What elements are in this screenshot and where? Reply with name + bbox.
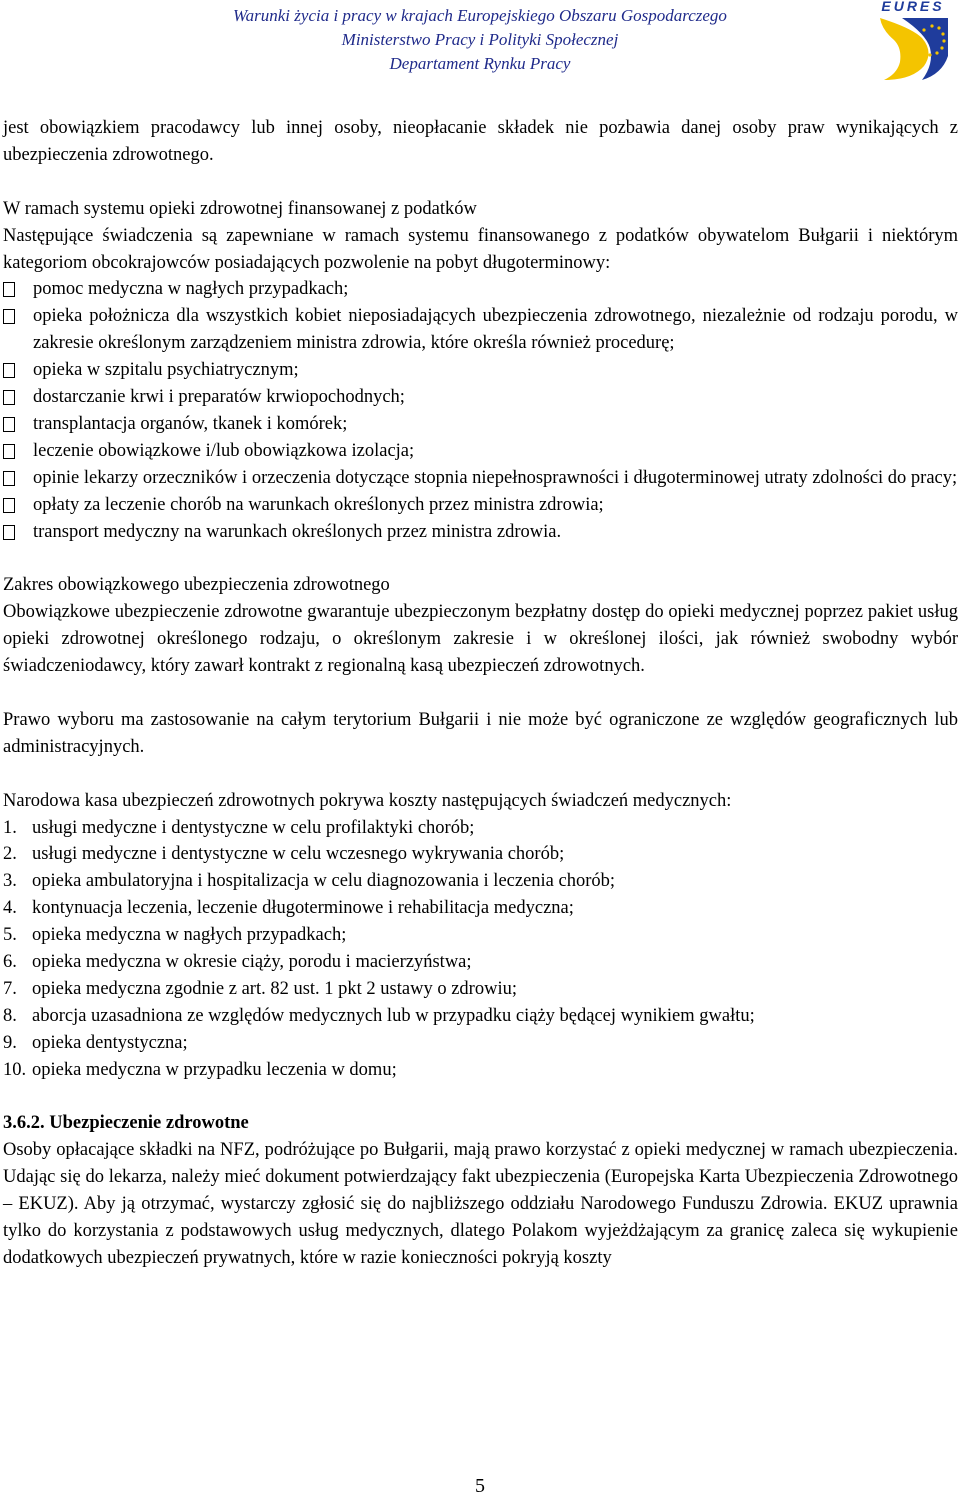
list-item: 8. aborcja uzasadniona ze względów medycznych lub w przypadku ciąży będącej wynikiem gwałtu; [3,1005,755,1026]
header-department: Departament Rynku Pracy [389,54,571,73]
list-item: 3. opieka ambulatoryjna i hospitalizacja w celu diagnozowania i leczenia chorób; [3,871,616,892]
bullet-box-icon [3,309,15,324]
bullet-box-icon [3,444,15,459]
list-item: 6. opieka medyczna w okresie ciąży, porodu i macierzyństwa; [3,952,472,973]
list-item: 9. opieka dentystyczna; [3,1032,188,1053]
section-mandatory-heading: Zakres obowiązkowego ubezpieczenia zdrowotnego [3,575,390,596]
page-header [0,0,960,80]
list-item: opłaty za leczenie chorób na warunkach określonych przez ministra zdrowia; [3,492,958,519]
bullet-box-icon [3,417,15,432]
header-text [160,4,800,76]
eures-logo [872,0,952,82]
header-ministry: Ministerstwo Pracy i Polityki Społecznej [341,30,619,49]
bullet-box-icon [3,471,15,486]
list-item: opinie lekarzy orzeczników i orzeczenia dotyczące stopnia niepełnosprawności i długoterminowej utraty zdolności do pracy; [3,465,958,492]
list-item: 1. usługi medyczne i dentystyczne w celu profilaktyki chorób; [3,817,475,838]
list-item: pomoc medyczna w nagłych przypadkach; [3,276,958,303]
section-tax-heading: W ramach systemu opieki zdrowotnej finansowanej z podatków [3,198,477,219]
list-item: 7. opieka medyczna zgodnie z art. 82 ust. 1 pkt 2 ustawy o zdrowiu; [3,978,517,999]
list-item: 4. kontynuacja leczenia, leczenie długoterminowe i rehabilitacja medyczna; [3,898,574,919]
section-fund-intro: Narodowa kasa ubezpieczeń zdrowotnych pokrywa koszty następujących świadczeń medycznych: [3,790,732,811]
list-item: 5. opieka medyczna w nagłych przypadkach; [3,925,347,946]
choice-paragraph: Prawo wyboru ma zastosowanie na całym terytorium Bułgarii i nie może być ograniczone ze względów geograficznych lub administracyjnych. [3,709,958,757]
list-item: transport medyczny na warunkach określonych przez ministra zdrowia. [3,519,958,546]
bullet-box-icon [3,525,15,540]
bullet-box-icon [3,498,15,513]
list-item: dostarczanie krwi i preparatów krwiopochodnych; [3,384,958,411]
document-body [3,115,958,1272]
intro-paragraph: jest obowiązkiem pracodawcy lub innej osoby, nieopłacanie składek nie pozbawia danej osoby praw wynikających z ubezpieczenia zdrowotnego. [3,118,958,165]
eures-logo-text: EURES [881,0,945,14]
section-insurance-body: Osoby opłacające składki na NFZ, podróżujące po Bułgarii, mają prawo korzystać z opieki medycznej w ramach ubezpieczenia. Udając się do lekarza, należy mieć dokument potwierdzający fakt ubezpieczenia (Europejska Karta Ubezpieczenia Zdrowotnego – EKUZ). Aby ją otrzymać, wystarczy zgłosić się do najbliższego oddziału Narodowego Funduszu Zdrowia. EKUZ uprawnia tylko do korzystania z podstawowych usług medycznych, dlatego Polakom wyjeżdżającym za granicę zaleca się wykupienie dodatkowych ubezpieczeń prywatnych, które w razie konieczności pokryją koszty [3,1140,958,1268]
page-number: 5 [475,1475,485,1497]
list-item: 2. usługi medyczne i dentystyczne w celu wczesnego wykrywania chorób; [3,844,565,865]
header-title: Warunki życia i pracy w krajach Europejskiego Obszaru Gospodarczego [233,6,727,25]
list-item: 10. opieka medyczna w przypadku leczenia w domu; [3,1059,397,1080]
section-mandatory-body: Obowiązkowe ubezpieczenie zdrowotne gwarantuje ubezpieczonym bezpłatny dostęp do opieki medycznej poprzez pakiet usług opieki zdrowotnej określonego rodzaju, o określonym zakresie i w określonej ilości, jak również swobodny wybór świadczeniodawcy, który zawarł kontrakt z regionalną kasą ubezpieczeń zdrowotnych. [3,602,958,677]
bullet-box-icon [3,363,15,378]
list-item: opieka położnicza dla wszystkich kobiet nieposiadających ubezpieczenia zdrowotnego, niezależnie od rodzaju porodu, w zakresie określonym zarządzeniem ministra zdrowia, które określa również procedurę; [3,303,958,357]
eures-emblem-icon [872,0,952,82]
list-item: opieka w szpitalu psychiatrycznym; [3,357,958,384]
benefits-bullet-list [3,276,958,545]
fund-numbered-list [3,815,958,1084]
bullet-box-icon [3,282,15,297]
section-insurance-heading: 3.6.2. Ubezpieczenie zdrowotne [3,1113,249,1134]
list-item: transplantacja organów, tkanek i komórek; [3,411,958,438]
bullet-box-icon [3,390,15,405]
section-tax-intro: Następujące świadczenia są zapewniane w ramach systemu finansowanego z podatków obywatelom Bułgarii i niektórym kategoriom obcokrajowców posiadających pozwolenie na pobyt długoterminowy: [3,225,958,273]
list-item: leczenie obowiązkowe i/lub obowiązkowa izolacja; [3,438,958,465]
